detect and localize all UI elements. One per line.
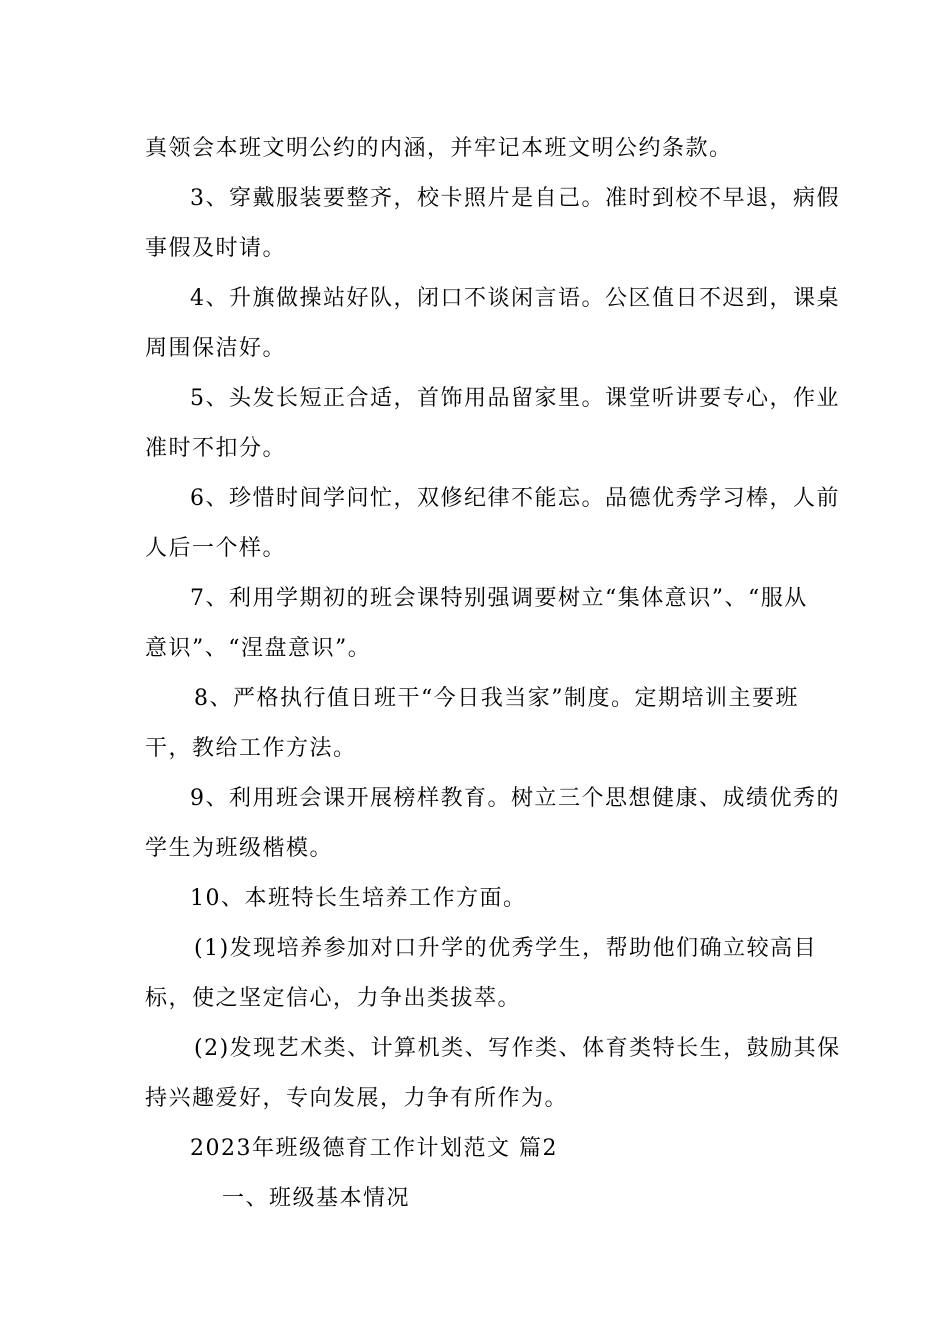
text-line: (1)发现培养参加对口升学的优秀学生，帮助他们确立较高目: [194, 936, 818, 961]
text-line: 干，教给工作方法。: [145, 736, 357, 761]
text-line: 周围保洁好。: [145, 336, 287, 361]
text-line: 标，使之坚定信心，力争出类拔萃。: [145, 986, 522, 1011]
section-heading: 2023年班级德育工作计划范文 篇2: [190, 1136, 558, 1161]
text-line: 学生为班级楷模。: [145, 836, 334, 861]
text-line: 人后一个样。: [145, 536, 287, 561]
text-line: (2)发现艺术类、计算机类、写作类、体育类特长生，鼓励其保: [194, 1036, 841, 1061]
subsection-heading: 一、班级基本情况: [222, 1186, 411, 1211]
text-line: 准时不扣分。: [145, 436, 287, 461]
text-line: 9、利用班会课开展榜样教育。树立三个思想健康、成绩优秀的: [190, 786, 840, 811]
text-line: 事假及时请。: [145, 236, 287, 261]
text-line: 10、本班特长生培养工作方面。: [190, 886, 527, 911]
text-line: 持兴趣爱好，专向发展，力争有所作为。: [145, 1086, 569, 1111]
text-line: 7、利用学期初的班会课特别强调要树立“集体意识”、“服从: [190, 586, 808, 611]
text-line: 8、严格执行值日班干“今日我当家”制度。定期培训主要班: [194, 686, 799, 711]
text-line: 3、穿戴服装要整齐，校卡照片是自己。准时到校不早退，病假: [190, 186, 840, 211]
text-line: 5、头发长短正合适，首饰用品留家里。课堂听讲要专心，作业: [190, 386, 840, 411]
text-line: 6、珍惜时间学问忙，双修纪律不能忘。品德优秀学习棒，人前: [190, 486, 840, 511]
text-line: 真领会本班文明公约的内涵，并牢记本班文明公约条款。: [145, 136, 733, 161]
text-line: 4、升旗做操站好队，闭口不谈闲言语。公区值日不迟到，课桌: [190, 286, 840, 311]
text-line: 意识”、“涅盘意识”。: [145, 636, 372, 661]
